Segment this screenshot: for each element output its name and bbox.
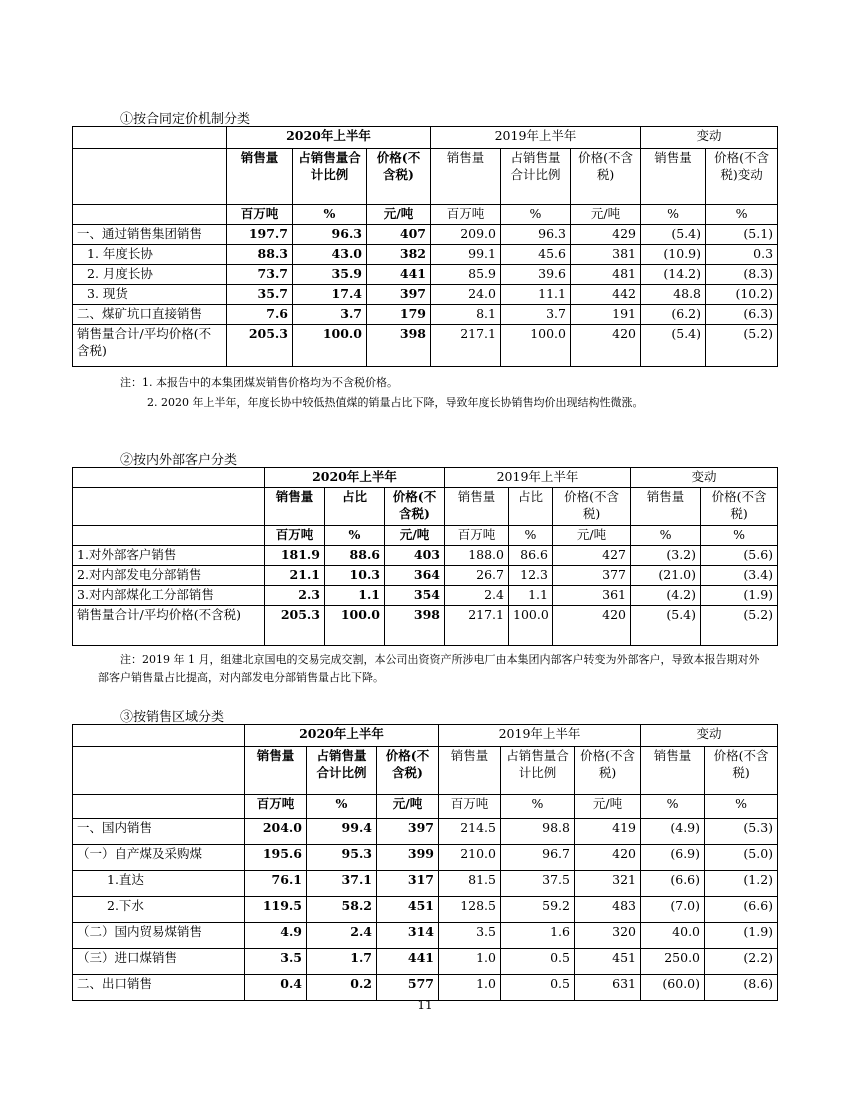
contract-pricing-table (72, 126, 778, 367)
row-label: 1.对外部客户销售 (73, 545, 265, 565)
unit-cell: 元/吨 (553, 526, 631, 546)
value-cell: 37.5 (501, 871, 575, 897)
value-cell: (6.6) (641, 871, 705, 897)
units-row (73, 795, 778, 819)
value-cell: 7.6 (227, 305, 293, 325)
row-label: 一、通过销售集团销售 (73, 225, 227, 245)
value-cell: (10.2) (706, 285, 778, 305)
table-row (73, 545, 778, 565)
value-cell: 451 (575, 949, 641, 975)
table1-note-1: 注：1. 本报告中的本集团煤炭销售价格均为不含税价格。 (120, 376, 398, 389)
value-cell: 8.1 (431, 305, 501, 325)
value-cell: (8.3) (706, 265, 778, 285)
period-2019-header: 2019年上半年 (439, 725, 641, 747)
table-row (73, 225, 778, 245)
unit-cell: % (641, 795, 705, 819)
volume-header: 销售量 (439, 747, 501, 795)
value-cell: (5.1) (706, 225, 778, 245)
value-cell: (4.2) (631, 585, 701, 605)
value-cell: 320 (575, 923, 641, 949)
value-cell: 442 (571, 285, 641, 305)
row-label: 1. 年度长协 (73, 245, 227, 265)
share-header: 占销售量合计比例 (501, 747, 575, 795)
value-cell: (2.2) (705, 949, 778, 975)
value-cell: 2.3 (265, 585, 325, 605)
sales-region-table (72, 724, 778, 1001)
value-cell: 217.1 (445, 605, 509, 645)
value-cell: 39.6 (501, 265, 571, 285)
value-cell: 128.5 (439, 897, 501, 923)
customer-type-table (72, 467, 778, 646)
price-header: 价格(不含税) (367, 149, 431, 205)
value-cell: 59.2 (501, 897, 575, 923)
period-2020-header: 2020年上半年 (245, 725, 439, 747)
value-cell: 195.6 (245, 845, 307, 871)
value-cell: 317 (377, 871, 439, 897)
value-cell: 88.6 (325, 545, 385, 565)
value-cell: 397 (367, 285, 431, 305)
period-2020-header: 2020年上半年 (265, 468, 445, 488)
value-cell: 0.5 (501, 949, 575, 975)
unit-cell: 百万吨 (439, 795, 501, 819)
value-cell: 314 (377, 923, 439, 949)
unit-cell: % (706, 205, 778, 225)
value-cell: 250.0 (641, 949, 705, 975)
value-cell: 17.4 (293, 285, 367, 305)
unit-cell: 元/吨 (571, 205, 641, 225)
row-label: 3.对内部煤化工分部销售 (73, 585, 265, 605)
value-cell: 3.5 (439, 923, 501, 949)
value-cell: (5.2) (706, 325, 778, 367)
value-cell: 354 (385, 585, 445, 605)
volume-header: 销售量 (431, 149, 501, 205)
value-cell: 98.8 (501, 819, 575, 845)
value-cell: 403 (385, 545, 445, 565)
value-cell: 24.0 (431, 285, 501, 305)
share-header: 占比 (509, 488, 553, 526)
table-row (73, 605, 778, 645)
period-2019-header: 2019年上半年 (431, 127, 641, 149)
value-cell: (5.3) (705, 819, 778, 845)
value-cell: 1.1 (325, 585, 385, 605)
price-change-header: 价格(不含税)变动 (706, 149, 778, 205)
value-cell: 99.1 (431, 245, 501, 265)
value-cell: 1.0 (439, 975, 501, 1001)
table-row (73, 285, 778, 305)
value-cell: 81.5 (439, 871, 501, 897)
value-cell: 35.7 (227, 285, 293, 305)
value-cell: 577 (377, 975, 439, 1001)
value-cell: 0.3 (706, 245, 778, 265)
period-2019-header: 2019年上半年 (445, 468, 631, 488)
value-cell: 377 (553, 565, 631, 585)
value-cell: 427 (553, 545, 631, 565)
value-cell: 100.0 (501, 325, 571, 367)
value-cell: 3.5 (245, 949, 307, 975)
row-label: 2. 月度长协 (73, 265, 227, 285)
value-cell: 191 (571, 305, 641, 325)
value-cell: (6.2) (641, 305, 706, 325)
value-cell: 12.3 (509, 565, 553, 585)
table-row (73, 923, 778, 949)
value-cell: 100.0 (293, 325, 367, 367)
value-cell: 398 (367, 325, 431, 367)
value-cell: (7.0) (641, 897, 705, 923)
value-cell: 76.1 (245, 871, 307, 897)
value-cell: 21.1 (265, 565, 325, 585)
value-cell: 3.7 (501, 305, 571, 325)
volume-change-header: 销售量 (641, 149, 706, 205)
table-row (73, 897, 778, 923)
value-cell: 99.4 (307, 819, 377, 845)
period-2020-header: 2020年上半年 (227, 127, 431, 149)
unit-cell: 百万吨 (445, 526, 509, 546)
change-header: 变动 (641, 725, 778, 747)
unit-cell: % (325, 526, 385, 546)
value-cell: 96.7 (501, 845, 575, 871)
value-cell: 86.6 (509, 545, 553, 565)
value-cell: 197.7 (227, 225, 293, 245)
value-cell: 58.2 (307, 897, 377, 923)
value-cell: 364 (385, 565, 445, 585)
value-cell: (5.4) (641, 325, 706, 367)
volume-change-header: 销售量 (631, 488, 701, 526)
unit-cell: % (293, 205, 367, 225)
value-cell: 40.0 (641, 923, 705, 949)
unit-cell: % (509, 526, 553, 546)
unit-cell: % (641, 205, 706, 225)
value-cell: 483 (575, 897, 641, 923)
change-header: 变动 (641, 127, 778, 149)
value-cell: 1.7 (307, 949, 377, 975)
volume-change-header: 销售量 (641, 747, 705, 795)
value-cell: (10.9) (641, 245, 706, 265)
row-label: 3. 现货 (73, 285, 227, 305)
value-cell: 420 (571, 325, 641, 367)
share-header: 占销售量合计比例 (293, 149, 367, 205)
table-row (73, 265, 778, 285)
row-label: （一）自产煤及采购煤 (73, 845, 245, 871)
value-cell: 179 (367, 305, 431, 325)
value-cell: (1.9) (705, 923, 778, 949)
value-cell: (5.4) (631, 605, 701, 645)
row-label: 1.直达 (73, 871, 245, 897)
value-cell: 119.5 (245, 897, 307, 923)
value-cell: (60.0) (641, 975, 705, 1001)
table-row (73, 325, 778, 367)
table-row (73, 305, 778, 325)
value-cell: 399 (377, 845, 439, 871)
table-row (73, 949, 778, 975)
row-label: 2.下水 (73, 897, 245, 923)
value-cell: 48.8 (641, 285, 706, 305)
value-cell: (6.9) (641, 845, 705, 871)
value-cell: (4.9) (641, 819, 705, 845)
price-header: 价格(不含税) (385, 488, 445, 526)
value-cell: 3.7 (293, 305, 367, 325)
value-cell: 321 (575, 871, 641, 897)
value-cell: 181.9 (265, 545, 325, 565)
row-label: 二、煤矿坑口直接销售 (73, 305, 227, 325)
table-row (73, 819, 778, 845)
table-row (73, 975, 778, 1001)
value-cell: (5.0) (705, 845, 778, 871)
table-row (73, 845, 778, 871)
value-cell: 4.9 (245, 923, 307, 949)
table2-title: ②按内外部客户分类 (120, 453, 238, 468)
table1-note-2: 2. 2020 年上半年，年度长协中较低热值煤的销量占比下降，导致年度长协销售均价出现结构性微涨。 (147, 396, 644, 409)
unit-cell: 百万吨 (245, 795, 307, 819)
value-cell: 429 (571, 225, 641, 245)
value-cell: (6.3) (706, 305, 778, 325)
value-cell: 361 (553, 585, 631, 605)
row-label: 2.对内部发电分部销售 (73, 565, 265, 585)
change-header: 变动 (631, 468, 778, 488)
share-header: 占比 (325, 488, 385, 526)
value-cell: 441 (377, 949, 439, 975)
share-header: 占销售量合计比例 (307, 747, 377, 795)
table-row (73, 245, 778, 265)
value-cell: 188.0 (445, 545, 509, 565)
row-label: （二）国内贸易煤销售 (73, 923, 245, 949)
value-cell: 95.3 (307, 845, 377, 871)
price-header: 价格(不含税) (571, 149, 641, 205)
value-cell: (1.9) (701, 585, 778, 605)
share-header: 占销售量合计比例 (501, 149, 571, 205)
value-cell: 2.4 (445, 585, 509, 605)
value-cell: 397 (377, 819, 439, 845)
value-cell: 419 (575, 819, 641, 845)
value-cell: 0.5 (501, 975, 575, 1001)
unit-cell: % (705, 795, 778, 819)
unit-cell: 元/吨 (377, 795, 439, 819)
page-number: 11 (417, 998, 433, 1012)
row-label: （三）进口煤销售 (73, 949, 245, 975)
value-cell: 631 (575, 975, 641, 1001)
value-cell: 85.9 (431, 265, 501, 285)
unit-cell: % (501, 795, 575, 819)
value-cell: 37.1 (307, 871, 377, 897)
value-cell: (1.2) (705, 871, 778, 897)
value-cell: 73.7 (227, 265, 293, 285)
value-cell: 420 (553, 605, 631, 645)
unit-cell: 百万吨 (431, 205, 501, 225)
table-row (73, 565, 778, 585)
row-label: 一、国内销售 (73, 819, 245, 845)
value-cell: 481 (571, 265, 641, 285)
unit-cell: % (501, 205, 571, 225)
value-cell: 209.0 (431, 225, 501, 245)
value-cell: 10.3 (325, 565, 385, 585)
volume-header: 销售量 (265, 488, 325, 526)
table1-title: ①按合同定价机制分类 (120, 112, 251, 127)
table2-note: 注：2019 年 1 月，组建北京国电的交易完成交割，本公司出资资产所涉电厂由本集团内部客户转变为外部客户，导致本报告期对外部客户销售量占比提高，对内部发电分部销售量占比下降。 (98, 653, 760, 684)
value-cell: (21.0) (631, 565, 701, 585)
value-cell: 96.3 (293, 225, 367, 245)
price-header: 价格(不含税) (377, 747, 439, 795)
units-row (73, 205, 778, 225)
value-cell: 214.5 (439, 819, 501, 845)
value-cell: (3.4) (701, 565, 778, 585)
value-cell: 45.6 (501, 245, 571, 265)
table-row (73, 871, 778, 897)
row-label: 二、出口销售 (73, 975, 245, 1001)
value-cell: 26.7 (445, 565, 509, 585)
row-label: 销售量合计/平均价格(不含税) (73, 325, 227, 367)
value-cell: 35.9 (293, 265, 367, 285)
value-cell: 441 (367, 265, 431, 285)
value-cell: 2.4 (307, 923, 377, 949)
value-cell: (5.4) (641, 225, 706, 245)
value-cell: 96.3 (501, 225, 571, 245)
value-cell: 217.1 (431, 325, 501, 367)
row-label: 销售量合计/平均价格(不含税) (73, 605, 265, 645)
unit-cell: % (307, 795, 377, 819)
price-change-header: 价格(不含税) (705, 747, 778, 795)
unit-cell: 元/吨 (385, 526, 445, 546)
volume-header: 销售量 (445, 488, 509, 526)
unit-cell: 百万吨 (265, 526, 325, 546)
value-cell: 1.1 (509, 585, 553, 605)
value-cell: (5.2) (701, 605, 778, 645)
value-cell: (3.2) (631, 545, 701, 565)
value-cell: 210.0 (439, 845, 501, 871)
value-cell: 382 (367, 245, 431, 265)
value-cell: 420 (575, 845, 641, 871)
value-cell: 381 (571, 245, 641, 265)
value-cell: 43.0 (293, 245, 367, 265)
value-cell: 0.2 (307, 975, 377, 1001)
price-change-header: 价格(不含税) (701, 488, 778, 526)
value-cell: 1.6 (501, 923, 575, 949)
value-cell: 1.0 (439, 949, 501, 975)
value-cell: 205.3 (265, 605, 325, 645)
value-cell: 407 (367, 225, 431, 245)
value-cell: 204.0 (245, 819, 307, 845)
unit-cell: % (631, 526, 701, 546)
table3-title: ③按销售区域分类 (120, 710, 225, 725)
value-cell: 11.1 (501, 285, 571, 305)
price-header: 价格(不含税) (575, 747, 641, 795)
price-header: 价格(不含税) (553, 488, 631, 526)
unit-cell: 元/吨 (575, 795, 641, 819)
value-cell: (14.2) (641, 265, 706, 285)
volume-header: 销售量 (245, 747, 307, 795)
value-cell: 100.0 (509, 605, 553, 645)
volume-header: 销售量 (227, 149, 293, 205)
unit-cell: 元/吨 (367, 205, 431, 225)
value-cell: 398 (385, 605, 445, 645)
value-cell: (6.6) (705, 897, 778, 923)
unit-cell: % (701, 526, 778, 546)
value-cell: 451 (377, 897, 439, 923)
table-row (73, 585, 778, 605)
value-cell: 0.4 (245, 975, 307, 1001)
units-row (73, 526, 778, 546)
value-cell: 100.0 (325, 605, 385, 645)
unit-cell: 百万吨 (227, 205, 293, 225)
value-cell: 205.3 (227, 325, 293, 367)
value-cell: (5.6) (701, 545, 778, 565)
value-cell: (8.6) (705, 975, 778, 1001)
value-cell: 88.3 (227, 245, 293, 265)
